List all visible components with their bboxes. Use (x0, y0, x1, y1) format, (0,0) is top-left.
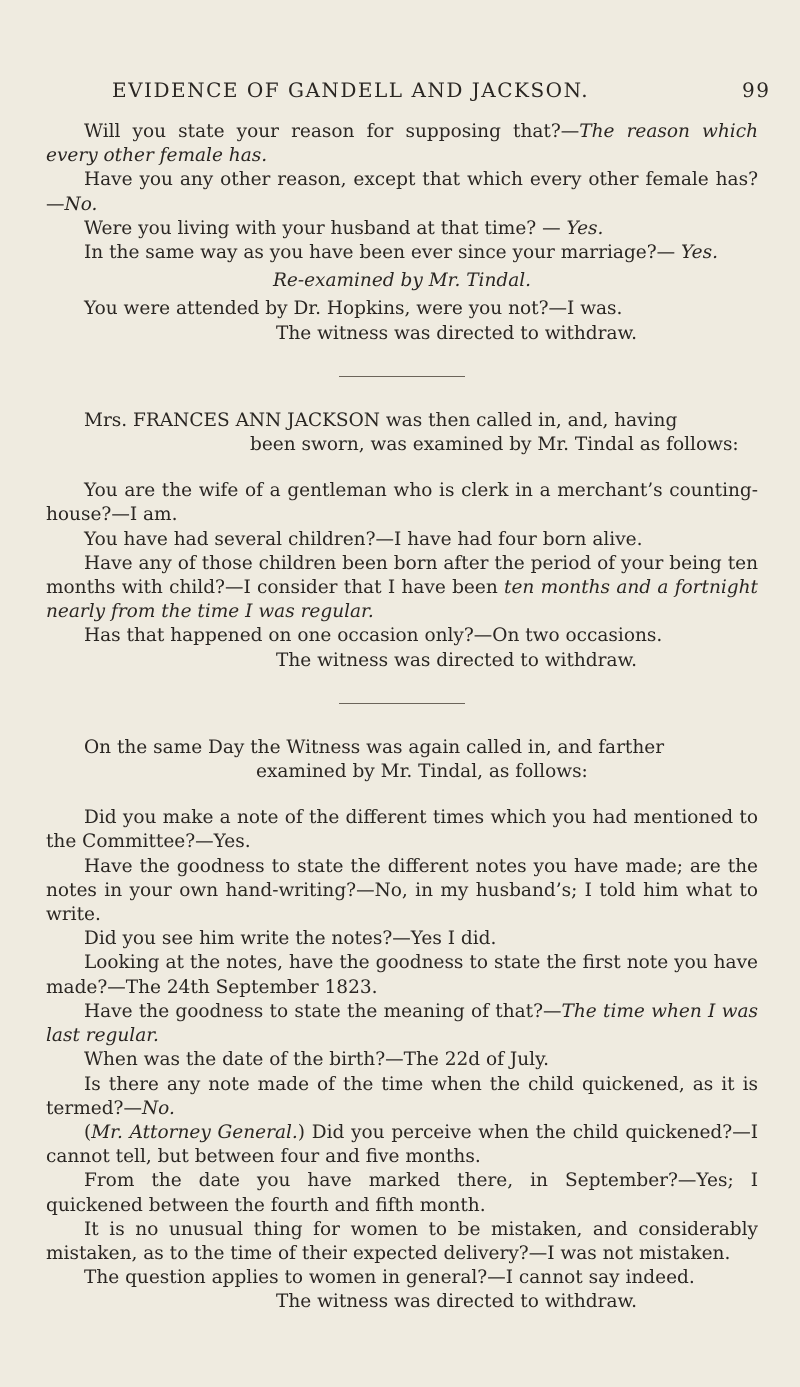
qa-paragraph: Have the goodness to state the different notes you have made; are the notes in your own hand-writing?—No, in my husband’s; I told him what to write. (46, 855, 758, 926)
section-divider (339, 376, 465, 377)
witness-intro: On the same Day the Witness was again called in, and farther (84, 736, 665, 758)
qa-paragraph: From the date you have marked there, in September?—Yes; I quickened between the fourth and fifth month. (46, 1170, 758, 1216)
running-title: EVIDENCE OF GANDELL AND JACKSON. (112, 78, 590, 102)
qa-paragraph: Were you living with your husband at that time? — Yes. (84, 217, 604, 239)
qa-paragraph: When was the date of the birth?—The 22d of July. (84, 1049, 549, 1071)
qa-paragraph: Did you see him write the notes?—Yes I did. (84, 928, 497, 950)
witness-intro-continued: examined by Mr. Tindal, as follows: (256, 761, 588, 783)
section-heading: Re-examined by Mr. Tindal. (272, 270, 532, 292)
qa-paragraph: You were attended by Dr. Hopkins, were you not?—I was. (84, 298, 623, 320)
section-divider (339, 703, 465, 704)
page-body (46, 120, 758, 1315)
qa-paragraph: Has that happened on one occasion only?—On two occasions. (84, 625, 663, 647)
qa-paragraph: (Mr. Attorney General.) Did you perceive when the child quickened?—I cannot tell, but between four and five months. (46, 1121, 759, 1168)
qa-paragraph: In the same way as you have been ever since your marriage?— Yes. (84, 242, 718, 264)
qa-paragraph: The question applies to women in general?—I cannot say indeed. (84, 1267, 695, 1289)
withdraw-direction: The witness was directed to withdraw. (276, 322, 638, 344)
qa-paragraph: Will you state your reason for supposing that?—The reason which every other female has. (46, 121, 759, 167)
qa-paragraph: You are the wife of a gentleman who is clerk in a merchant’s counting-house?—I am. (46, 480, 758, 526)
qa-paragraph: Looking at the notes, have the goodness to state the first note you have made?—The 24th September 1823. (46, 952, 758, 998)
qa-paragraph: Is there any note made of the time when the child quickened, as it is termed?—No. (46, 1073, 758, 1119)
withdraw-direction: The witness was directed to withdraw. (276, 1291, 638, 1313)
page-number: 99 (742, 78, 771, 102)
qa-paragraph: It is no unusual thing for women to be mistaken, and considerably mistaken, as to the time of their expected delivery?—I was not mistaken. (46, 1218, 758, 1264)
qa-paragraph: You have had several children?—I have had four born alive. (84, 528, 643, 550)
witness-intro: Mrs. FRANCES ANN JACKSON was then called in, and, having (84, 409, 678, 431)
witness-intro-continued: been sworn, was examined by Mr. Tindal as follows: (250, 434, 739, 456)
qa-paragraph: Have the goodness to state the meaning of that?—The time when I was last regular. (46, 1000, 758, 1047)
withdraw-direction: The witness was directed to withdraw. (276, 649, 638, 671)
qa-paragraph: Have you any other reason, except that which every other female has?—No. (46, 169, 758, 215)
qa-paragraph: Did you make a note of the different times which you had mentioned to the Committee?—Yes. (46, 807, 758, 853)
qa-paragraph: Have any of those children been born after the period of your being ten months with child?—I consider that I have been ten months and a fortnight nearly from the time I was regular. (46, 552, 758, 623)
